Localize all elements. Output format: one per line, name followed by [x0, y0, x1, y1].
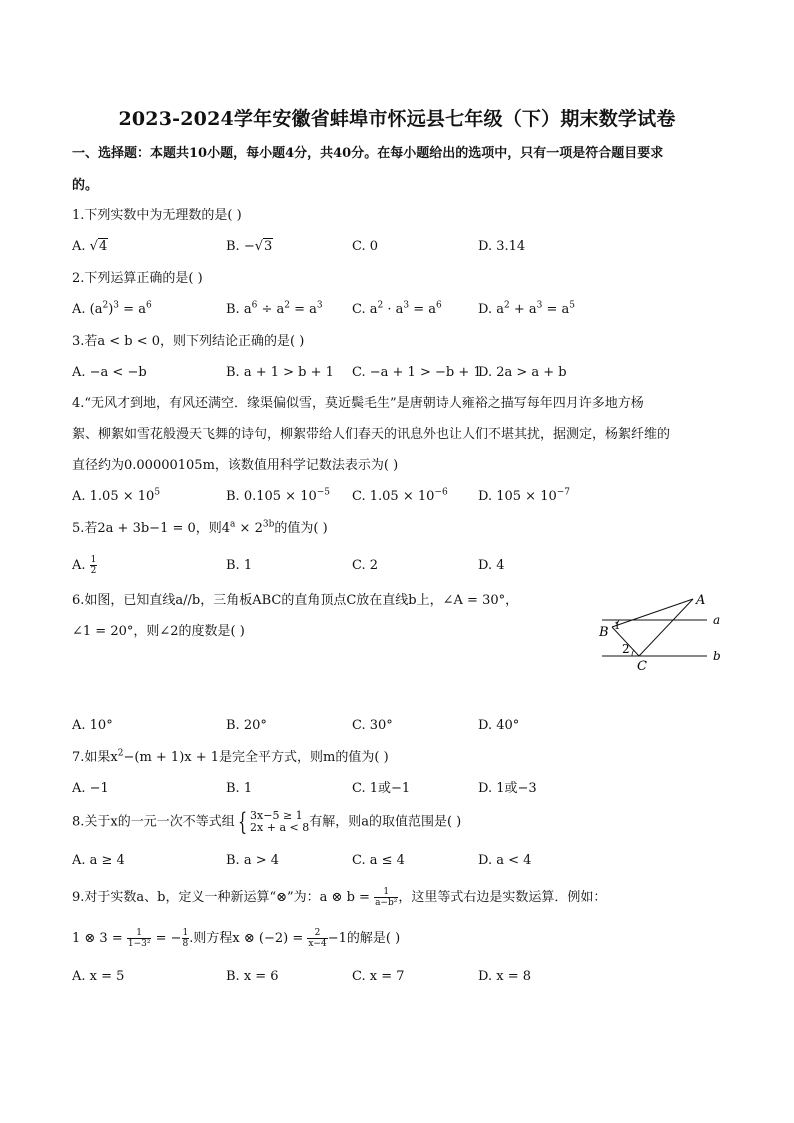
q4-option-b: B. $0.105 \times 10^{-5}$: [226, 487, 331, 504]
q4-line3: 直径约为0.00000105m，该数值用科学记数法表示为( ): [72, 458, 399, 473]
q3-option-d: D. 2a > a + b: [478, 365, 567, 380]
label-angle-2: 2: [622, 642, 630, 656]
angle-2-arc: [632, 650, 634, 656]
q3-option-c: C. −a + 1 > −b + 1: [352, 365, 482, 380]
q2-option-a: A. $(a^2)^3 = a^6$: [72, 300, 152, 317]
q9-option-d: D. x = 8: [478, 969, 531, 984]
q8-option-d: D. a < 4: [478, 853, 532, 868]
q1-option-b: B. −√3: [226, 239, 273, 254]
label-a: a: [713, 613, 721, 627]
q6-line1: 6.如图，已知直线a//b，三角板ABC的直角顶点C放在直线b上，∠A = 30°，: [72, 593, 519, 608]
q9-option-b: B. x = 6: [226, 969, 279, 984]
q9-line1: 9.对于实数a、b，定义一种新运算“⊗”为：a ⊗ b = $\frac{1}{\text{a−b²}}$ ，这里等式右边是实数运算．例如：: [72, 887, 607, 908]
q6-option-a: A. 10°: [72, 718, 113, 733]
q5-stem: 5.若2a + 3b−1 = 0，则$4^a \times 2^{3b}$的值为( ): [72, 519, 328, 536]
q2-stem: 2.下列运算正确的是( ): [72, 271, 203, 286]
q7-option-d: D. 1或−3: [478, 781, 537, 796]
q8-option-a: A. a ≥ 4: [72, 853, 125, 868]
q1-option-d: D. 3.14: [478, 239, 526, 254]
q8-option-c: C. a ≤ 4: [352, 853, 405, 868]
q6-figure: [592, 588, 732, 678]
left-brace-icon: {: [237, 808, 247, 836]
q5-option-b: B. 1: [226, 558, 253, 573]
q9-option-c: C. x = 7: [352, 969, 405, 984]
q3-option-b: B. a + 1 > b + 1: [226, 365, 334, 380]
q3-option-a: A. −a < −b: [72, 365, 147, 380]
inequality-system: 3x−5 ≥ 1 2x + a < 8: [250, 809, 310, 834]
label-C: C: [637, 659, 647, 674]
q1-option-c: C. 0: [352, 239, 379, 254]
q7-option-c: C. 1或−1: [352, 781, 411, 796]
q3-stem: 3.若a < b < 0，则下列结论正确的是( ): [72, 334, 305, 349]
q4-option-a: A. $1.05 \times 10^5$: [72, 487, 161, 504]
q9-option-a: A. x = 5: [72, 969, 125, 984]
section-intro-line1: 一、选择题：本题共10小题，每小题4分，共40分。在每小题给出的选项中，只有一项是符合题目要求: [72, 146, 664, 161]
label-A: A: [696, 593, 706, 608]
q7-option-b: B. 1: [226, 781, 253, 796]
q2-option-b: B. $a^6 \div a^2 = a^3$: [226, 300, 323, 317]
q4-option-d: D. $105 \times 10^{-7}$: [478, 487, 571, 504]
q9-line2: 1 ⊗ 3 = $\frac{1}{\text{1−3²}}$ = − $\frac{1}{8}$ .则方程x ⊗ (−2) = $\frac{2}{x-4}$ −1的解是( ): [72, 928, 401, 949]
q2-option-c: C. $a^2 \cdot a^3 = a^6$: [352, 300, 442, 317]
q8-stem: 8.关于x的一元一次不等式组 { 3x−5 ≥ 1 2x + a < 8 有解，则a的取值范围是( ): [72, 808, 462, 836]
q4-line1: 4.“无风才到地，有风还满空．缘渠偏似雪，莫近鬓毛生”是唐朝诗人雍裕之描写每年四月许多地方杨: [72, 396, 644, 411]
q5-option-c: C. 2: [352, 558, 379, 573]
label-angle-1: 1: [614, 621, 621, 632]
q6-line2: ∠1 = 20°，则∠2的度数是( ): [72, 624, 245, 639]
q6-option-d: D. 40°: [478, 718, 520, 733]
side-ba: [612, 599, 693, 627]
q7-stem: 7.如果$x^2-(m + 1)x + 1$是完全平方式，则m的值为( ): [72, 748, 389, 765]
section-intro-line2: 的。: [72, 178, 99, 193]
label-B: B: [599, 625, 609, 640]
q2-option-d: D. $a^2 + a^3 = a^5$: [478, 300, 576, 317]
page-title: 2023-2024学年安徽省蚌埠市怀远县七年级（下）期末数学试卷: [118, 108, 676, 130]
q1-stem: 1.下列实数中为无理数的是( ): [72, 208, 242, 223]
side-ac: [639, 599, 693, 656]
q6-option-b: B. 20°: [226, 718, 267, 733]
q6-option-c: C. 30°: [352, 718, 393, 733]
q4-option-c: C. $1.05 \times 10^{-6}$: [352, 487, 448, 504]
q5-option-d: D. 4: [478, 558, 505, 573]
q5-option-a: A. $\frac{1}{2}$: [72, 555, 97, 576]
q7-option-a: A. −1: [72, 781, 109, 796]
label-b: b: [713, 649, 721, 663]
q4-line2: 絮、柳絮如雪花般漫天飞舞的诗句，柳絮带给人们春天的讯息外也让人们不堪其扰，据测定，杨絮纤维的: [72, 427, 671, 442]
q1-option-a: A. √4: [72, 239, 108, 254]
q8-option-b: B. a > 4: [226, 853, 279, 868]
